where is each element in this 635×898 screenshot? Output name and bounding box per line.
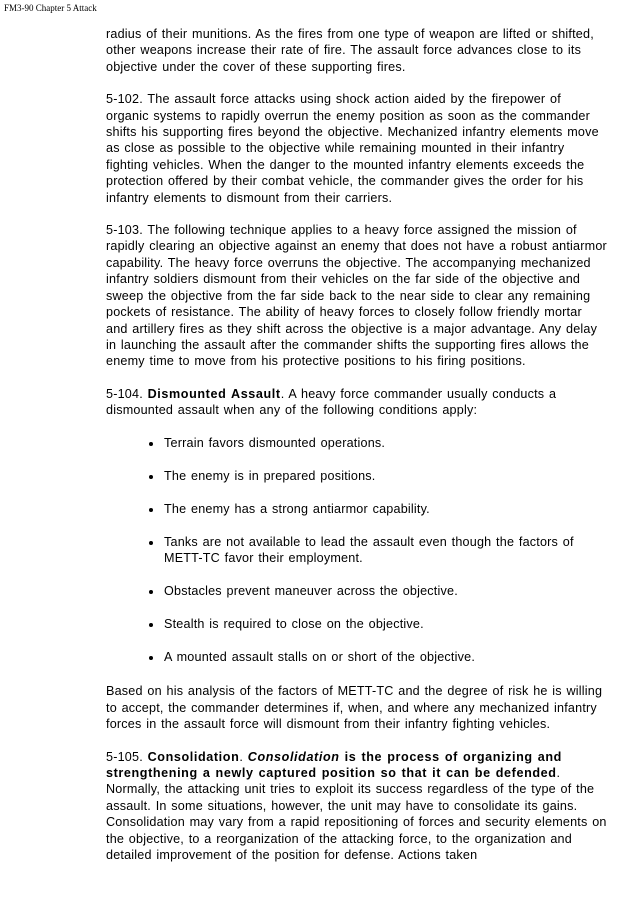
definition-text: is the process of organizing and strengthening a newly captured position so that it can be defended (106, 749, 562, 780)
list-item: Terrain favors dismounted operations. (164, 435, 608, 451)
list-item: The enemy has a strong antiarmor capability. (164, 501, 608, 517)
paragraph-text: . A heavy force commander usually conducts a dismounted assault when any of the following conditions apply: (106, 386, 557, 418)
paragraph-number: 5-105. (106, 749, 148, 764)
paragraph-text: Normally, the attacking unit tries to exploit its success regardless of the type of the assault. In some situations, however, the unit may have to consolidate its gains. Consolidation may vary from a rapid repositioning of forces and security elements on the objective, to a reorganization of the attacking force, to the organization and detailed improvement of the position for defense. Actions taken (106, 782, 607, 862)
paragraph-intro: radius of their munitions. As the fires from one type of weapon are lifted or shifted, other weapons increase their rate of fire. The assault force advances close to its objective under the cover of these supporting fires. (106, 27, 594, 74)
defined-term: Consolidation (247, 749, 340, 764)
page-header: FM3-90 Chapter 5 Attack (4, 3, 97, 13)
conditions-list (106, 435, 608, 666)
paragraph-number: 5-104. (106, 386, 148, 401)
list-item: The enemy is in prepared positions. (164, 468, 608, 484)
separator: . (239, 749, 248, 764)
paragraph-5-103: 5-103. The following technique applies to a heavy force assigned the mission of rapidly clearing an objective against an enemy that does not have a robust antiarmor capability. The heavy force overruns the objective. The accompanying mechanized infantry soldiers dismount from their vehicles on the far side of the objective and sweep the objective from the far side back to the near side to clear any remaining pockets of resistance. The ability of heavy forces to closely follow friendly mortar and artillery fires as they shift across the objective is a major advantage. Any delay in launching the assault after the commander shifts the supporting fires allows the enemy time to move from his protective positions to his firing positions. (106, 223, 607, 369)
section-heading-dismounted-assault: Dismounted Assault (147, 386, 281, 401)
list-item: Stealth is required to close on the objective. (164, 616, 608, 632)
paragraph-5-105 (106, 749, 608, 864)
document-body (106, 26, 608, 879)
paragraph-5-102: 5-102. The assault force attacks using shock action aided by the firepower of organic systems to rapidly overrun the enemy position as soon as the commander shifts his supporting fires beyond the objective. Mechanized infantry elements move as close as possible to the objective while remaining mounted in their infantry fighting vehicles. When the danger to the mounted infantry elements exceeds the protection offered by their combat vehicle, the commander gives the order for his infantry elements to dismount from their carriers. (106, 92, 599, 205)
paragraph-based-on-analysis: Based on his analysis of the factors of METT-TC and the degree of risk he is willing to accept, the commander determines if, when, and where any mechanized infantry forces in the assault force will dismount from their infantry fighting vehicles. (106, 684, 603, 732)
section-heading-consolidation: Consolidation (147, 749, 240, 764)
list-item: A mounted assault stalls on or short of the objective. (164, 649, 608, 665)
paragraph-5-104 (106, 386, 608, 419)
definition-end: . (556, 765, 561, 780)
list-item: Tanks are not available to lead the assault even though the factors of METT-TC favor their employment. (164, 534, 608, 567)
list-item: Obstacles prevent maneuver across the objective. (164, 583, 608, 599)
